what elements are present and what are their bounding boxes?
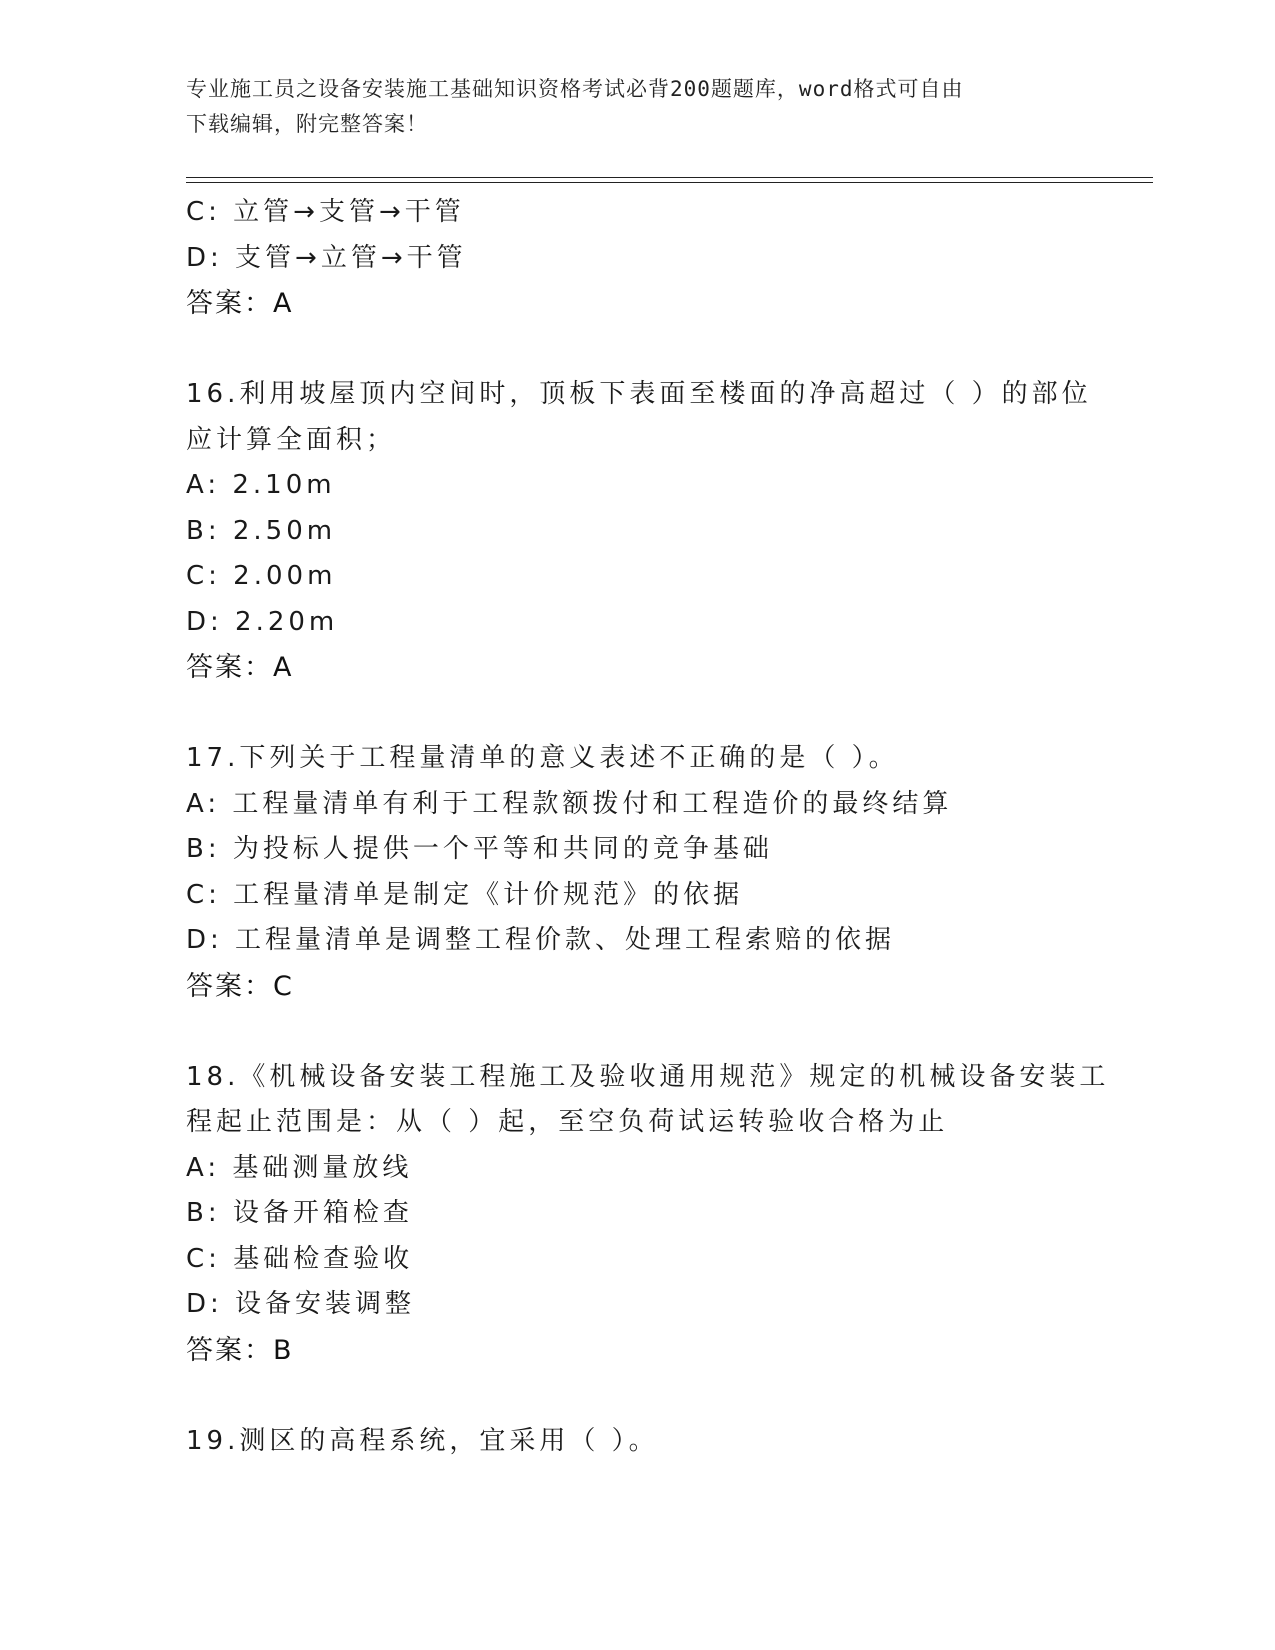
answer: 答案：A — [186, 652, 294, 683]
question-stem-cont: 程起止范围是：从（ ）起，至空负荷试运转验收合格为止 — [186, 1107, 949, 1137]
option-c: C: 立管→支管→干管 — [186, 197, 465, 227]
option-a: A: 工程量清单有利于工程款额拨付和工程造价的最终结算 — [186, 788, 953, 819]
answer: 答案：C — [186, 970, 294, 1002]
spacer — [186, 1373, 1086, 1419]
answer: 答案：A — [186, 288, 294, 319]
header-line-2: 下载编辑，附完整答案！ — [186, 112, 428, 136]
header-divider-bottom — [186, 182, 1153, 183]
answer: 答案：B — [186, 1334, 294, 1366]
question-15 — [186, 190, 1086, 327]
option-c: C: 基础检查验收 — [186, 1243, 414, 1274]
spacer — [186, 1009, 1086, 1055]
question-stem: 16.利用坡屋顶内空间时，顶板下表面至楼面的净高超过（ ）的部位 — [186, 379, 1092, 409]
header-divider-top — [186, 177, 1153, 178]
option-d: D: 设备安装调整 — [186, 1289, 416, 1319]
option-c: C: 2.00m — [186, 561, 337, 591]
option-b: B: 2.50m — [186, 515, 337, 546]
option-a: A: 基础测量放线 — [186, 1152, 413, 1183]
spacer — [186, 327, 1086, 373]
option-d: D: 支管→立管→干管 — [186, 242, 467, 273]
question-stem: 19.测区的高程系统，宜采用（ ）。 — [186, 1425, 659, 1456]
option-c: C: 工程量清单是制定《计价规范》的依据 — [186, 879, 744, 910]
question-stem: 17.下列关于工程量清单的意义表述不正确的是（ ）。 — [186, 743, 899, 773]
option-a: A: 2.10m — [186, 470, 336, 500]
header-line-1: 专业施工员之设备安装施工基础知识资格考试必背200题题库，word格式可自由 — [186, 77, 964, 101]
option-b: B: 为投标人提供一个平等和共同的竞争基础 — [186, 834, 773, 864]
question-stem: 18.《机械设备安装工程施工及验收通用规范》规定的机械设备安装工 — [186, 1061, 1110, 1092]
option-b: B: 设备开箱检查 — [186, 1198, 413, 1228]
spacer — [186, 691, 1086, 737]
question-17 — [186, 736, 1086, 1009]
question-18 — [186, 1055, 1110, 1374]
option-d: D: 2.20m — [186, 606, 339, 637]
question-16 — [186, 372, 1092, 691]
option-d: D: 工程量清单是调整工程价款、处理工程索赔的依据 — [186, 925, 896, 955]
document-header — [186, 72, 1086, 142]
question-19 — [186, 1419, 1086, 1465]
question-stem-cont: 应计算全面积； — [186, 424, 397, 455]
question-list — [186, 190, 1110, 1464]
